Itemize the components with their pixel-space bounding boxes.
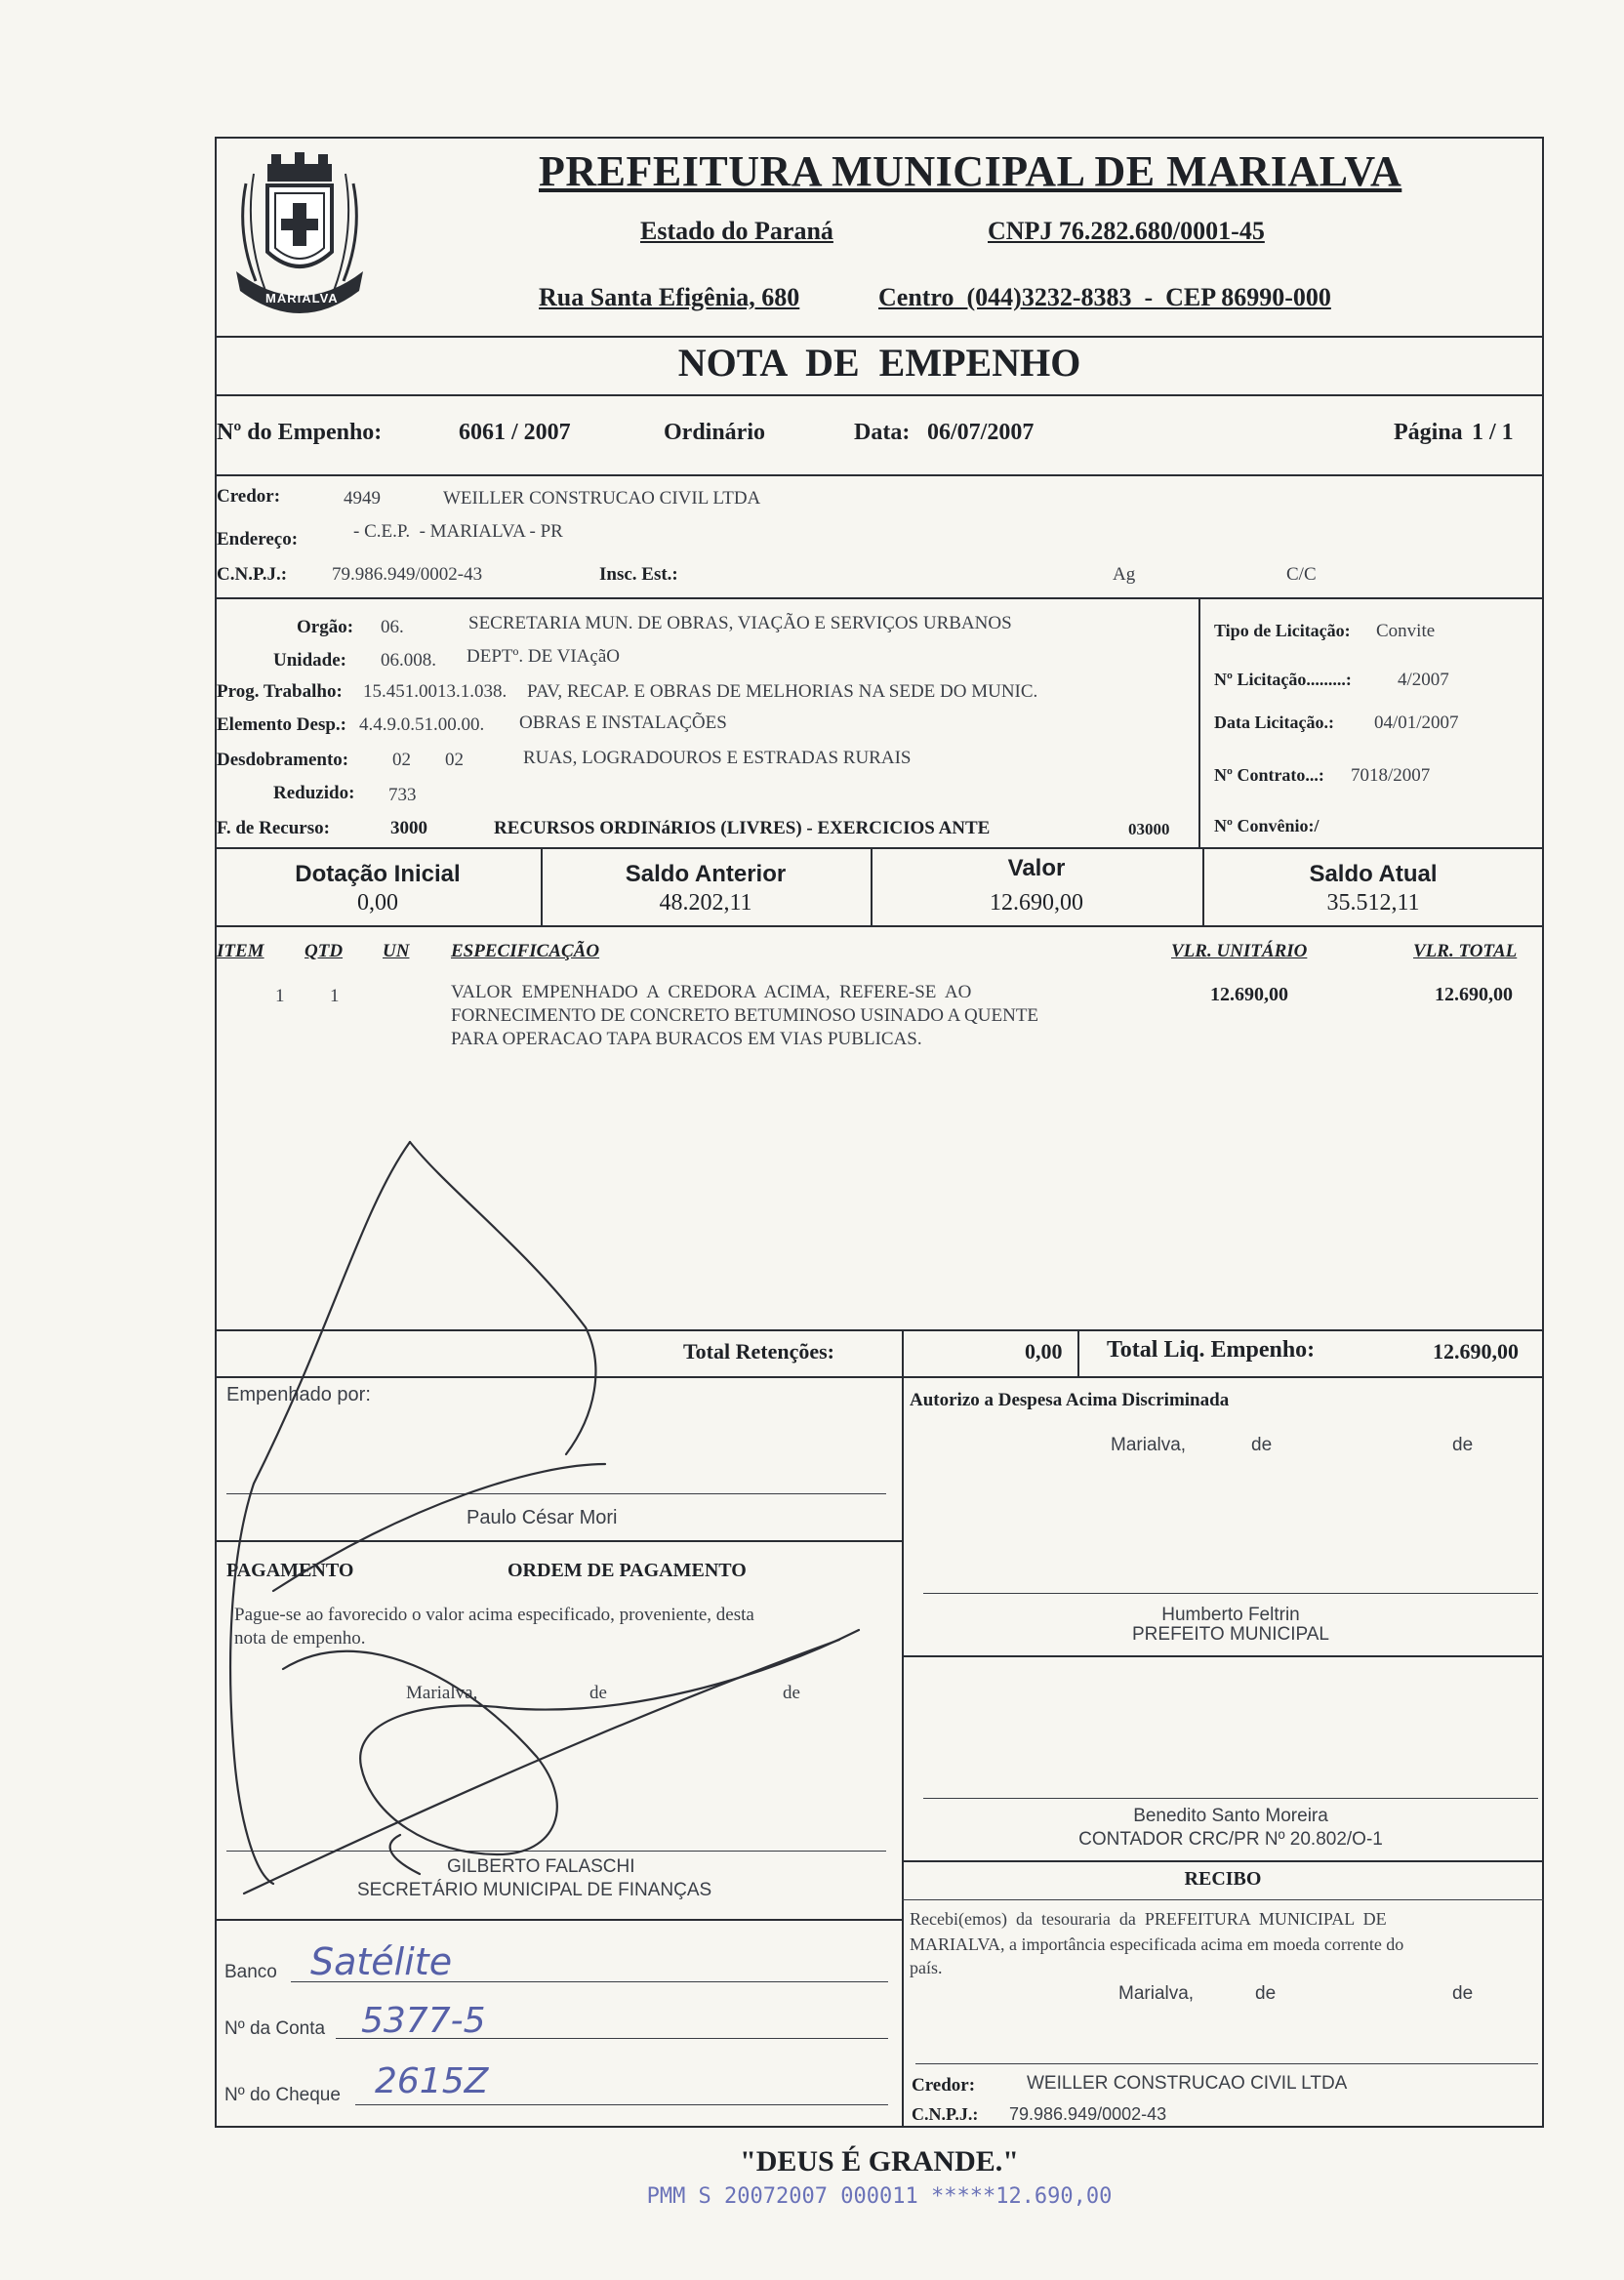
col-vlr-total: VLR. TOTAL bbox=[1413, 941, 1518, 961]
total-retencoes-value: 0,00 bbox=[1025, 1339, 1063, 1364]
total-retencoes-label: Total Retenções: bbox=[683, 1339, 834, 1364]
prefeito-name: Humberto Feltrin bbox=[1161, 1605, 1300, 1625]
contador-title: CONTADOR CRC/PR Nº 20.802/O-1 bbox=[1078, 1829, 1383, 1850]
elemento-code: 4.4.9.0.51.00.00. bbox=[359, 714, 485, 735]
licitacao-numero: 4/2007 bbox=[1398, 670, 1449, 690]
col-vlr-unitario: VLR. UNITÁRIO bbox=[1171, 941, 1308, 961]
saldo-atual-label: Saldo Atual bbox=[1309, 861, 1438, 887]
recurso-desc: RECURSOS ORDINáRIOS (LIVRES) - EXERCICIOS ANTE bbox=[494, 818, 991, 838]
orgao-code: 06. bbox=[381, 617, 404, 637]
valor-label: Valor bbox=[1007, 855, 1066, 881]
contrato-label: Nº Contrato...: bbox=[1214, 765, 1324, 785]
banco-label: Banco bbox=[224, 1962, 277, 1982]
endereco-value: - C.E.P. - MARIALVA - PR bbox=[353, 521, 563, 542]
cheque-value: 2615Z bbox=[375, 2061, 489, 2101]
signature-scribble bbox=[215, 1132, 917, 1903]
header-state: Estado do Paraná bbox=[640, 217, 833, 245]
unidade-label: Unidade: bbox=[273, 650, 346, 671]
elemento-desc: OBRAS E INSTALAÇÕES bbox=[519, 712, 727, 733]
recurso-label: F. de Recurso: bbox=[217, 818, 330, 838]
licitacao-data: 04/01/2007 bbox=[1374, 712, 1459, 733]
pagamento-label: PAGAMENTO bbox=[226, 1560, 354, 1581]
recibo-cnpj-label: C.N.P.J.: bbox=[912, 2104, 979, 2124]
col-un: UN bbox=[383, 941, 410, 961]
orgao-desc: SECRETARIA MUN. DE OBRAS, VIAÇÃO E SERVIÇOS URBANOS bbox=[468, 613, 1012, 633]
saldo-atual-value: 35.512,11 bbox=[1326, 890, 1420, 916]
autorizo-de-1: de bbox=[1251, 1435, 1273, 1455]
convenio-label: Nº Convênio:/ bbox=[1214, 816, 1320, 835]
orgao-label: Orgão: bbox=[297, 617, 354, 637]
contrato-value: 7018/2007 bbox=[1351, 765, 1431, 786]
insc-label: Insc. Est.: bbox=[599, 564, 678, 585]
item-desc-line-2: FORNECIMENTO DE CONCRETO BETUMINOSO USINADO A QUENTE bbox=[451, 1005, 1039, 1026]
saldo-anterior-value: 48.202,11 bbox=[659, 890, 752, 916]
item-qtd: 1 bbox=[330, 986, 340, 1006]
autorizo-city: Marialva, bbox=[1111, 1435, 1187, 1455]
empenho-date: 06/07/2007 bbox=[927, 420, 1035, 445]
page-label: Página bbox=[1394, 420, 1463, 445]
licitacao-data-label: Data Licitação.: bbox=[1214, 712, 1334, 732]
recibo-de-2: de bbox=[1452, 1983, 1474, 2004]
item-desc-line-1: VALOR EMPENHADO A CREDORA ACIMA, REFERE-SE AO bbox=[451, 982, 972, 1002]
header-address: Rua Santa Efigênia, 680 bbox=[539, 283, 800, 311]
page-number: 1 / 1 bbox=[1472, 420, 1514, 445]
licitacao-numero-label: Nº Licitação.........: bbox=[1214, 670, 1352, 689]
credor-code: 4949 bbox=[344, 488, 381, 509]
doc-title: NOTA DE EMPENHO bbox=[677, 341, 1081, 385]
licitacao-tipo: Convite bbox=[1376, 621, 1436, 641]
col-qtd: QTD bbox=[304, 941, 344, 961]
ag-label: Ag bbox=[1113, 564, 1136, 585]
recibo-credor-value: WEILLER CONSTRUCAO CIVIL LTDA bbox=[1027, 2073, 1348, 2094]
municipal-seal bbox=[226, 144, 373, 330]
reduzido-label: Reduzido: bbox=[273, 783, 355, 803]
cc-label: C/C bbox=[1286, 564, 1317, 585]
desdob-code-1: 02 bbox=[392, 750, 411, 770]
dotacao-label: Dotação Inicial bbox=[295, 861, 461, 887]
recibo-cnpj-value: 79.986.949/0002-43 bbox=[1009, 2104, 1167, 2124]
cnpj-value: 79.986.949/0002-43 bbox=[332, 564, 483, 585]
licitacao-tipo-label: Tipo de Licitação: bbox=[1214, 621, 1351, 640]
col-especificacao: ESPECIFICAÇÃO bbox=[451, 941, 600, 961]
endereco-label: Endereço: bbox=[217, 529, 299, 550]
empenhado-name: Paulo César Mori bbox=[467, 1507, 618, 1528]
footer-motto: "DEUS É GRANDE." bbox=[740, 2145, 1019, 2178]
conta-value: 5377-5 bbox=[361, 2001, 486, 2041]
item-desc-line-3: PARA OPERACAO TAPA BURACOS EM VIAS PUBLICAS. bbox=[451, 1029, 922, 1049]
seal-banner-text: MARIALVA bbox=[265, 291, 339, 305]
pagamento-text-line-2: nota de empenho. bbox=[234, 1628, 366, 1649]
pagamento-de-2: de bbox=[783, 1683, 800, 1703]
recibo-de-1: de bbox=[1255, 1983, 1277, 2004]
prog-code: 15.451.0013.1.038. bbox=[363, 681, 508, 702]
empenho-type: Ordinário bbox=[664, 420, 766, 445]
unidade-code: 06.008. bbox=[381, 650, 436, 671]
header-cnpj: CNPJ 76.282.680/0001-45 bbox=[988, 217, 1265, 245]
saldo-anterior-label: Saldo Anterior bbox=[625, 861, 787, 887]
total-liq-label: Total Liq. Empenho: bbox=[1107, 1337, 1316, 1363]
item-number: 1 bbox=[275, 986, 285, 1006]
contador-name: Benedito Santo Moreira bbox=[1133, 1806, 1328, 1826]
total-liq-value: 12.690,00 bbox=[1433, 1339, 1519, 1364]
credor-label: Credor: bbox=[217, 486, 281, 507]
secretario-title: SECRETÁRIO MUNICIPAL DE FINANÇAS bbox=[357, 1880, 712, 1900]
elemento-label: Elemento Desp.: bbox=[217, 714, 346, 735]
autorizo-de-2: de bbox=[1452, 1435, 1474, 1455]
recurso-code: 3000 bbox=[390, 818, 427, 838]
prog-label: Prog. Trabalho: bbox=[217, 681, 343, 702]
empenho-date-label: Data: bbox=[854, 420, 911, 445]
prefeito-title: PREFEITO MUNICIPAL bbox=[1132, 1624, 1329, 1645]
secretario-name: GILBERTO FALASCHI bbox=[447, 1856, 635, 1877]
cnpj-label: C.N.P.J.: bbox=[217, 564, 288, 585]
empenho-label: Nº do Empenho: bbox=[217, 420, 383, 445]
desdob-desc: RUAS, LOGRADOUROS E ESTRADAS RURAIS bbox=[523, 748, 912, 768]
empenho-number: 6061 / 2007 bbox=[459, 420, 571, 445]
recibo-line-1: Recebi(emos) da tesouraria da PREFEITURA MUNICIPAL DE bbox=[910, 1909, 1387, 1929]
ordem-pagamento-title: ORDEM DE PAGAMENTO bbox=[508, 1560, 747, 1581]
credor-name: WEILLER CONSTRUCAO CIVIL LTDA bbox=[443, 488, 761, 509]
pagamento-text-line-1: Pague-se ao favorecido o valor acima especificado, proveniente, desta bbox=[234, 1605, 754, 1625]
pagamento-de-1: de bbox=[589, 1683, 607, 1703]
item-vlr-total: 12.690,00 bbox=[1435, 984, 1513, 1005]
cheque-label: Nº do Cheque bbox=[224, 2085, 341, 2105]
header-address-rest: Centro (044)3232-8383 - CEP 86990-000 bbox=[878, 283, 1331, 311]
empenhado-label: Empenhado por: bbox=[226, 1384, 371, 1405]
reduzido-value: 733 bbox=[388, 785, 417, 805]
recibo-line-3: país. bbox=[910, 1958, 943, 1977]
banco-value: Satélite bbox=[310, 1940, 453, 1983]
recibo-label: RECIBO bbox=[1184, 1868, 1262, 1890]
footer-stamp: PMM S 20072007 000011 *****12.690,00 bbox=[646, 2184, 1113, 2209]
conta-label: Nº da Conta bbox=[224, 2018, 326, 2039]
item-vlr-unitario: 12.690,00 bbox=[1210, 984, 1288, 1005]
unidade-desc: DEPTº. DE VIAçãO bbox=[467, 646, 620, 667]
recibo-line-2: MARIALVA, a importância especificada acima em moeda corrente do bbox=[910, 1934, 1404, 1954]
pagamento-city: Marialva, bbox=[406, 1683, 478, 1703]
autorizo-label: Autorizo a Despesa Acima Discriminada bbox=[910, 1390, 1230, 1410]
desdob-label: Desdobramento: bbox=[217, 750, 349, 770]
recurso-code-2: 03000 bbox=[1128, 820, 1170, 838]
valor-value: 12.690,00 bbox=[990, 890, 1083, 916]
dotacao-value: 0,00 bbox=[357, 890, 398, 916]
recibo-city: Marialva, bbox=[1118, 1983, 1195, 2004]
desdob-code-2: 02 bbox=[445, 750, 464, 770]
recibo-credor-label: Credor: bbox=[912, 2075, 976, 2096]
page-title: PREFEITURA MUNICIPAL DE MARIALVA bbox=[539, 147, 1402, 195]
prog-desc: PAV, RECAP. E OBRAS DE MELHORIAS NA SEDE DO MUNIC. bbox=[527, 681, 1038, 702]
col-item: ITEM bbox=[217, 941, 264, 961]
